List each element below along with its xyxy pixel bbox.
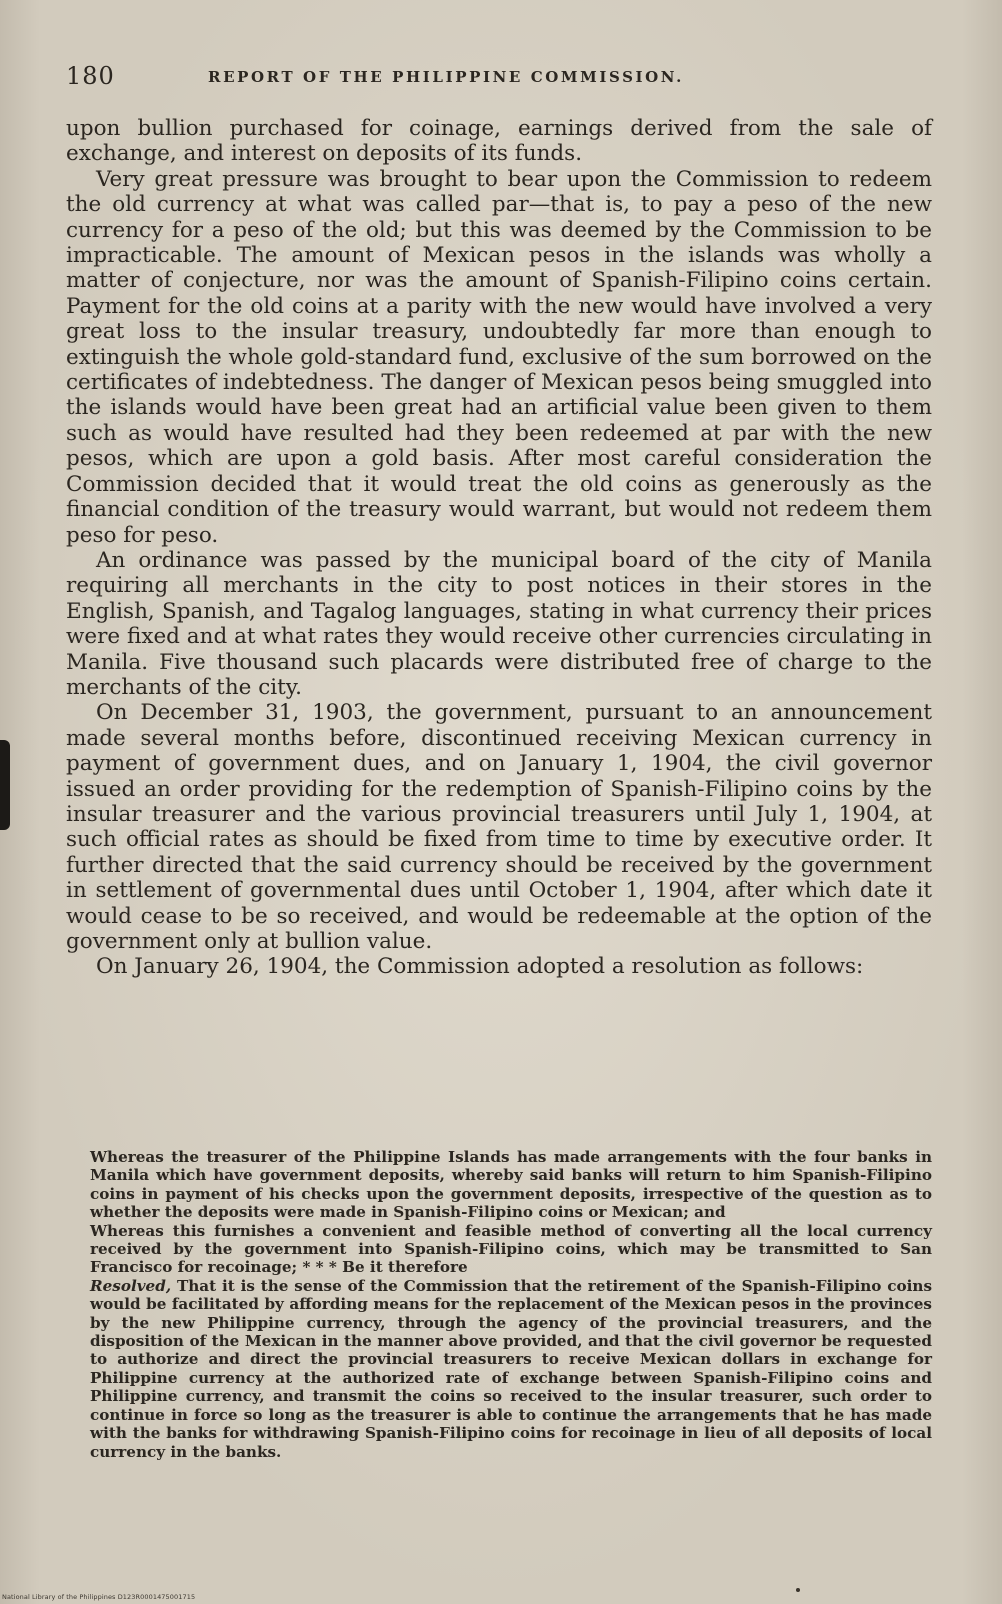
resolution-quote xyxy=(90,1148,932,1461)
running-title: REPORT OF THE PHILIPPINE COMMISSION. xyxy=(208,68,684,86)
ink-speck xyxy=(796,1588,800,1592)
paragraph-resolution-intro: On January 26, 1904, the Commission adopted a resolution as follows: xyxy=(96,954,864,980)
resolved-word: Resolved, xyxy=(90,1276,172,1295)
resolved-clause xyxy=(90,1277,932,1461)
paragraph-pressure: Very great pressure was brought to bear upon the Commission to redeem the old currency at what was called par—that is, to pay a peso of the new currency for a peso of the old; but this was deemed by the Commission to be impracticable. The amount of Mexican pesos in the islands was wholly a matter of conjecture, nor was the amount of Spanish-Filipino coins certain. Payment for the old coins at a parity with the new would have involved a very great loss to the insular treasury, undoubtedly far more than enough to extinguish the whole gold-standard fund, exclusive of the sum borrowed on the certificates of indebtedness. The danger of Mexican pesos being smuggled into the islands would have been great had an artificial value been given to them such as would have resulted had they been redeemed at par with the new pesos, which are upon a gold basis. After most careful consideration the Commission decided that it would treat the old coins as generously as the financial condition of the treasury would warrant, but would not redeem them peso for peso. xyxy=(66,166,932,548)
whereas-clause-1: Whereas the treasurer of the Philippine Islands has made arrangements with the four banks in Manila which have government deposits, whereby said banks will return to him Spanish-Filipino coins in payment of his checks upon the government deposits, irrespective of the question as to whether the deposits were made in Spanish-Filipino coins or Mexican; and xyxy=(90,1148,932,1222)
binding-shadow xyxy=(0,740,10,830)
page-header xyxy=(66,62,932,92)
body-text xyxy=(66,116,932,980)
whereas-clause-2: Whereas this furnishes a convenient and feasible method of converting all the local currency received by the government into Spanish-Filipino coins, which may be transmitted to San Francisco for recoinage; * * * Be it therefore xyxy=(90,1221,932,1277)
scan-credit: National Library of the Philippines D123R0001475001715 xyxy=(2,1593,196,1601)
paragraph-ordinance: An ordinance was passed by the municipal board of the city of Manila requiring all merchants in the city to post notices in their stores in the English, Spanish, and Tagalog languages, stating in what currency their prices were fixed and at what rates they would receive other currencies circulating in Manila. Five thousand such placards were distributed free of charge to the merchants of the city. xyxy=(66,547,932,700)
resolved-text: That it is the sense of the Commission that the retirement of the Spanish-Filipino coins would be facilitated by affording means for the replacement of the Mexican pesos in the provinces by the new Philippine currency, through the agency of the provincial treasurers, and the disposition of the Mexican in the manner above provided, and that the civil governor be requested to authorize and direct the provincial treasurers to receive Mexican dollars in exchange for Philippine currency at the authorized rate of exchange between Spanish-Filipino coins and Philippine currency, and transmit the coins so received to the insular treasurer, such order to continue in force so long as the treasurer is able to continue the arrangements that he has made with the banks for withdrawing Spanish-Filipino coins for recoinage in lieu of all deposits of local currency in the banks. xyxy=(90,1276,932,1461)
paragraph-continuation: upon bullion purchased for coinage, earnings derived from the sale of exchange, and interest on deposits of its funds. xyxy=(66,116,932,167)
page-number: 180 xyxy=(66,62,115,90)
paragraph-december: On December 31, 1903, the government, pursuant to an announcement made several months before, discontinued receiving Mexican currency in payment of government dues, and on January 1, 1904, the civil governor issued an order providing for the redemption of Spanish-Filipino coins by the insular treasurer and the various provincial treasurers until July 1, 1904, at such official rates as should be fixed from time to time by executive order. It further directed that the said currency should be received by the government in settlement of governmental dues until October 1, 1904, after which date it would cease to be so received, and would be redeemable at the option of the government only at bullion value. xyxy=(66,700,932,954)
